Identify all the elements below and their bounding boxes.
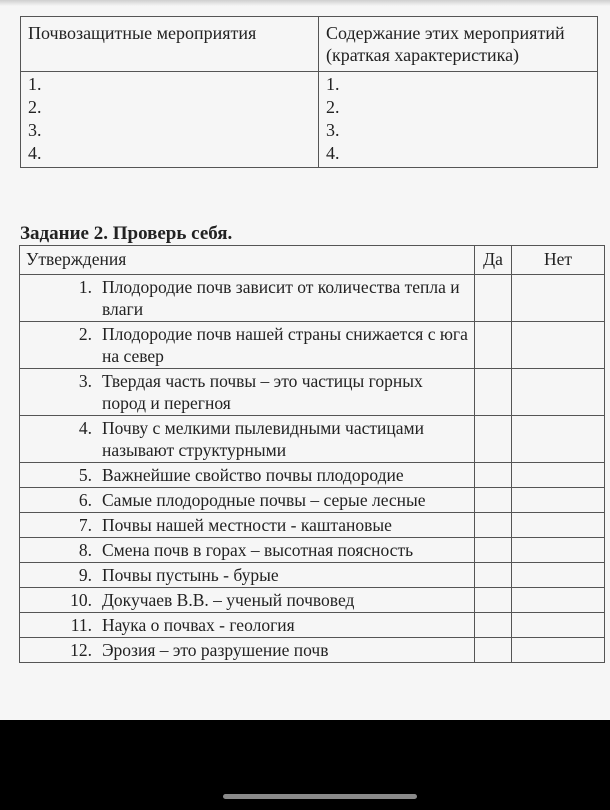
task2-heading: Задание 2. Проверь себя. — [20, 223, 233, 244]
statement-text: Почву с мелкими пылевидными частицами называют структурными — [102, 418, 424, 460]
answer-no-cell[interactable] — [512, 369, 605, 416]
answer-no-cell[interactable] — [512, 275, 605, 322]
statement-text: Докучаев В.В. – ученый почвовед — [102, 590, 355, 610]
statement-cell — [20, 488, 475, 513]
statement-cell — [20, 513, 475, 538]
statement-text: Наука о почвах - геология — [102, 615, 295, 635]
answer-yes-cell[interactable] — [475, 463, 512, 488]
answer-no-cell[interactable] — [512, 613, 605, 638]
header-measures: Почвозащитные мероприятия — [21, 17, 319, 72]
table-row — [20, 638, 605, 663]
statement-line — [28, 514, 470, 536]
answer-no-cell[interactable] — [512, 322, 605, 369]
statement-number: 2. — [78, 324, 92, 344]
list-item: 4. — [326, 143, 340, 163]
statement-number: 6. — [78, 490, 92, 510]
answer-no-cell[interactable] — [512, 538, 605, 563]
statement-text: Плодородие почв зависит от количества тепла и влаги — [102, 277, 460, 319]
header-no: Нет — [512, 246, 605, 275]
statement-number: 1. — [78, 277, 92, 297]
statement-number: 12. — [70, 640, 92, 660]
table-row — [20, 588, 605, 613]
statement-number: 8. — [78, 540, 92, 560]
statements-body — [20, 275, 605, 663]
self-check-table — [19, 245, 605, 663]
statement-number: 11. — [70, 615, 92, 635]
list-item: 3. — [326, 120, 340, 140]
list-item: 4. — [28, 143, 42, 163]
table-row — [20, 513, 605, 538]
answer-yes-cell[interactable] — [475, 538, 512, 563]
statement-text: Почвы нашей местности - каштановые — [102, 515, 392, 535]
statement-text: Почвы пустынь - бурые — [102, 565, 279, 585]
statement-text: Самые плодородные почвы – серые лесные — [102, 490, 426, 510]
table-row — [20, 613, 605, 638]
list-item: 1. — [326, 74, 340, 94]
header-statements: Утверждения — [20, 246, 475, 275]
statement-number: 5. — [78, 465, 92, 485]
answer-yes-cell[interactable] — [475, 275, 512, 322]
statement-line — [28, 464, 470, 486]
table-row — [20, 416, 605, 463]
statement-cell — [20, 322, 475, 369]
statement-number: 9. — [78, 565, 92, 585]
answer-no-cell[interactable] — [512, 463, 605, 488]
answer-yes-cell[interactable] — [475, 416, 512, 463]
statement-cell — [20, 538, 475, 563]
answer-yes-cell[interactable] — [475, 638, 512, 663]
statement-line — [28, 276, 470, 320]
table-header-row — [21, 17, 598, 72]
answer-no-cell[interactable] — [512, 588, 605, 613]
list-item: 2. — [326, 97, 340, 117]
statement-text: Эрозия – это разрушение почв — [102, 640, 329, 660]
answer-yes-cell[interactable] — [475, 513, 512, 538]
statement-cell — [20, 275, 475, 322]
statement-line — [28, 614, 470, 636]
table-row — [20, 369, 605, 416]
statement-cell — [20, 369, 475, 416]
answer-no-cell[interactable] — [512, 563, 605, 588]
statement-number: 10. — [70, 590, 92, 610]
statement-text: Важнейшие свойство почвы плодородие — [102, 465, 404, 485]
answer-no-cell[interactable] — [512, 638, 605, 663]
statement-cell — [20, 416, 475, 463]
header-yes: Да — [475, 246, 512, 275]
answer-yes-cell[interactable] — [475, 563, 512, 588]
statement-cell — [20, 638, 475, 663]
statement-text: Твердая часть почвы – это частицы горных пород и перегноя — [102, 371, 423, 413]
header-measures-content: Содержание этих мероприятий (краткая характеристика) — [319, 17, 598, 72]
measures-number-list — [21, 72, 319, 168]
statement-number: 4. — [78, 418, 92, 438]
statement-cell — [20, 613, 475, 638]
statement-number: 7. — [78, 515, 92, 535]
table-row — [20, 275, 605, 322]
answer-no-cell[interactable] — [512, 488, 605, 513]
statement-line — [28, 489, 470, 511]
list-item: 1. — [28, 74, 42, 94]
page-top-edge — [0, 0, 610, 6]
statement-text: Смена почв в горах – высотная поясность — [102, 540, 414, 560]
list-item: 2. — [28, 97, 42, 117]
statement-line — [28, 417, 470, 461]
statement-line — [28, 564, 470, 586]
statement-cell — [20, 588, 475, 613]
table-row — [20, 563, 605, 588]
answer-no-cell[interactable] — [512, 416, 605, 463]
statement-cell — [20, 463, 475, 488]
content-number-list — [319, 72, 598, 168]
statement-cell — [20, 563, 475, 588]
statement-number: 3. — [78, 371, 92, 391]
table-row — [20, 322, 605, 369]
list-item: 3. — [28, 120, 42, 140]
answer-yes-cell[interactable] — [475, 488, 512, 513]
answer-yes-cell[interactable] — [475, 322, 512, 369]
table-header-row — [20, 246, 605, 275]
statement-line — [28, 370, 470, 414]
statement-line — [28, 639, 470, 661]
table-row — [20, 488, 605, 513]
statement-text: Плодородие почв нашей страны снижается с юга на север — [102, 324, 468, 366]
answer-yes-cell[interactable] — [475, 588, 512, 613]
answer-no-cell[interactable] — [512, 513, 605, 538]
table-row — [20, 538, 605, 563]
statement-line — [28, 323, 470, 367]
answer-yes-cell[interactable] — [475, 369, 512, 416]
soil-protection-table — [20, 16, 598, 168]
statement-line — [28, 589, 470, 611]
home-indicator[interactable] — [223, 794, 417, 799]
answer-yes-cell[interactable] — [475, 613, 512, 638]
table-row — [20, 463, 605, 488]
statement-line — [28, 539, 470, 561]
table-row — [21, 72, 598, 168]
